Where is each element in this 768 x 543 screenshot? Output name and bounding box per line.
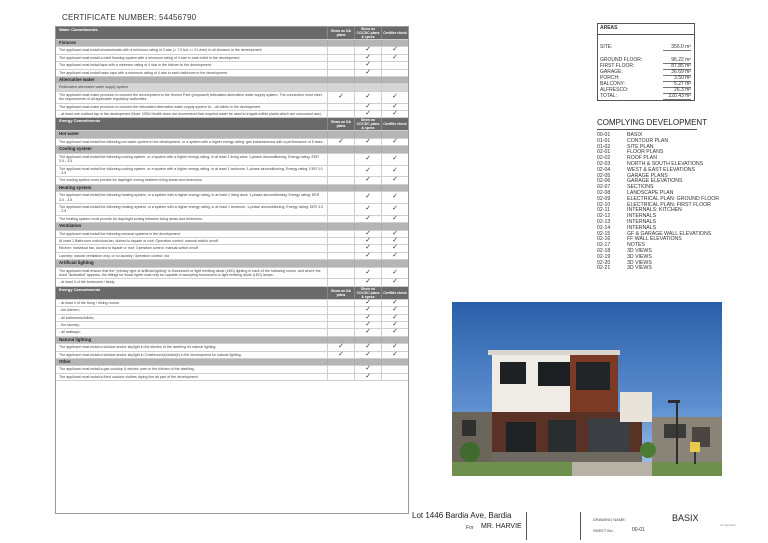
commitment-text: Energy Commitments [59, 286, 101, 292]
commitment-text: - all bathrooms/toilets; [59, 315, 95, 320]
check-cell [327, 300, 354, 306]
table-row [56, 62, 408, 69]
basix-commitments-table [55, 26, 409, 514]
check-cell: ✓ [354, 92, 381, 103]
check-cell: ✓ [354, 177, 381, 183]
check-cell [327, 62, 354, 68]
commitment-text: The cooling system must provide for day/night zoning between living areas and bedrooms. [59, 178, 203, 183]
check-cell [327, 216, 354, 222]
check-cell [327, 223, 354, 229]
commitment-text: Ventilation [59, 223, 82, 229]
commitment-text: - the laundry; [59, 323, 80, 328]
check-cell: ✓ [381, 139, 408, 145]
drawing-name-label: DRAWING NAME: [593, 517, 626, 522]
check-cell [327, 55, 354, 61]
check-cell: ✓ [381, 177, 408, 183]
table-section-row [56, 146, 408, 153]
check-cell: ✓ [381, 111, 408, 117]
area-label: FIRST FLOOR: [600, 63, 635, 69]
table-row [56, 366, 408, 373]
area-value: 5.27 m² [663, 81, 691, 88]
check-cell: ✓ [381, 154, 408, 165]
commitment-text: The applicant must make provision to connect the development to the Homes Park (proposed) reticulated alternative water supply system. The connection must meet the requirements of all applicable regulatory authorities. [59, 92, 322, 102]
drawing-code: 00-01 [597, 132, 611, 138]
areas-heading: AREAS [598, 24, 694, 35]
check-cell: ✓ [354, 307, 381, 313]
check-cell: ✓ [381, 204, 408, 215]
drawing-code: 02-04 [597, 166, 611, 173]
sheet-number: 00-01 [632, 527, 645, 533]
drawing-name: NORTH & SOUTH ELEVATIONS [627, 160, 704, 167]
table-row [56, 104, 408, 111]
commitment-text: Energy Commitments [59, 118, 101, 124]
drawing-code: 02-16 [597, 236, 611, 243]
check-cell [327, 185, 354, 191]
commitment-text: The applicant must install a window and/or skylight in 3 bathroom(s)/toilet(s) in the development for natural lighting. [59, 352, 242, 357]
drawing-code: 02-17 [597, 242, 611, 249]
table-row [56, 268, 408, 280]
area-label: GARAGE: [600, 69, 623, 75]
drawing-name: CONTOUR PLAN [627, 137, 669, 144]
check-cell [381, 84, 408, 90]
check-cell: ✓ [354, 300, 381, 306]
drawing-code: 02-20 [597, 259, 611, 266]
check-cell [327, 245, 354, 251]
area-value: 87.85 m² [663, 63, 691, 70]
check-cell [327, 315, 354, 321]
commitment-text: Artificial lighting [59, 260, 94, 266]
drawing-code: 01-02 [597, 143, 611, 150]
check-cell: ✓ [327, 352, 354, 358]
check-cell [327, 192, 354, 203]
check-cell [381, 77, 408, 83]
check-cell: ✓ [354, 47, 381, 53]
area-value: 220.43 m² [663, 93, 691, 100]
check-cell [327, 40, 354, 46]
column-header: Show on DA plans [327, 118, 354, 130]
check-cell: ✓ [381, 245, 408, 251]
drawing-name: ROOF PLAN [627, 155, 657, 162]
check-cell [354, 131, 381, 137]
drawing-code: 02-15 [597, 230, 611, 237]
drawing-name: 3D VIEWS [627, 253, 652, 260]
table-row [56, 166, 408, 178]
column-header: Certifier check [381, 27, 408, 39]
check-cell [327, 253, 354, 259]
check-cell [354, 77, 381, 83]
commitment-text: The applicant must install the following cooling system, or a system with a higher energy rating, in at least 1 bedroom: 1-phase airconditioning; Energy rating: EER 3.0 - 3.5 [59, 166, 323, 175]
table-row [56, 322, 408, 329]
column-header: Certifier check [381, 118, 408, 130]
table-section-row [56, 131, 408, 138]
lot-address: Lot 1446 Bardia Ave, Bardia [412, 511, 512, 520]
drawing-code: 02-03 [597, 160, 611, 167]
drawing-name: INTERNALS [627, 213, 657, 220]
drawing-name: SECTIONS [627, 184, 654, 191]
check-cell: ✓ [354, 62, 381, 68]
commitment-text: The applicant must install the following hot water system in the development, or a system with a higher energy rating: gas instantaneous with a performance of 5 stars. [59, 139, 324, 144]
check-cell: ✓ [354, 238, 381, 244]
area-value: 36.69 m² [663, 69, 691, 76]
table-row [56, 307, 408, 314]
title-block-divider [526, 512, 527, 540]
drawing-name: FLOOR PLANS [627, 149, 664, 156]
table-row [56, 84, 408, 91]
table-section-row [56, 260, 408, 267]
check-cell [327, 359, 354, 365]
check-cell [381, 146, 408, 152]
area-value: 3.50 m² [663, 75, 691, 82]
check-cell: ✓ [381, 329, 408, 335]
drawing-name: 3D VIEWS [627, 259, 652, 266]
check-cell: ✓ [381, 268, 408, 279]
check-cell [327, 70, 354, 76]
check-cell [381, 62, 408, 68]
commitment-text: The applicant must install the following exhaust systems in the development: [59, 231, 181, 236]
drawing-name: INTERNALS: KITCHEN [627, 207, 682, 214]
commitment-text: The applicant must install a gas cooktop & electric oven in the kitchen of the dwelling. [59, 367, 195, 372]
drawing-name: 3D VIEWS [627, 265, 652, 272]
check-cell [327, 366, 354, 372]
check-cell: ✓ [381, 352, 408, 358]
check-cell: ✓ [354, 374, 381, 380]
check-cell [327, 231, 354, 237]
check-cell [354, 223, 381, 229]
commitment-text: The applicant must install the following cooling system, or a system with a higher energy rating, in at least 1 living area: 1-phase airconditioning; Energy rating: EER 3.0 - 3.5 [59, 154, 319, 164]
drawing-name: GARAGE PLANS [627, 172, 668, 179]
drawing-name: GARAGE ELEVATIONS [627, 178, 683, 185]
house-render-image [452, 302, 722, 476]
check-cell: ✓ [381, 238, 408, 244]
small-note: cert approved [720, 524, 736, 527]
check-cell: ✓ [354, 104, 381, 110]
drawing-code: 02-18 [597, 247, 611, 254]
drawing-name: WEST & EAST ELEVATIONS [627, 166, 695, 173]
check-cell: ✓ [354, 216, 381, 222]
check-cell [327, 154, 354, 165]
check-cell: ✓ [327, 139, 354, 145]
drawing-name: LANDSCAPE PLAN [627, 189, 674, 196]
drawing-code: 02-05 [597, 172, 611, 179]
area-row [600, 93, 691, 100]
table-row [56, 253, 408, 260]
drawing-code: 02-14 [597, 224, 611, 231]
drawing-code: 02-10 [597, 201, 611, 208]
table-row [56, 139, 408, 146]
drawing-list-item [597, 266, 719, 272]
check-cell: ✓ [381, 322, 408, 328]
table-row [56, 344, 408, 351]
commitment-text: Kitchen: individual fan, ducted to façade or roof; Operation control: manual switch on/off [59, 246, 199, 251]
check-cell [381, 374, 408, 380]
table-row [56, 70, 408, 77]
sheet-number-label: SHEET No: [593, 528, 614, 533]
table-section-row [56, 223, 408, 230]
commitment-text: The applicant must install a toilet flushing system with a minimum rating of 4 star in each toilet in the development. [59, 55, 241, 60]
complying-development-title: COMPLYING DEVELOPMENT [597, 118, 708, 127]
check-cell: ✓ [354, 279, 381, 285]
check-cell: ✓ [381, 231, 408, 237]
check-cell: ✓ [354, 315, 381, 321]
check-cell: ✓ [381, 166, 408, 177]
table-row [56, 231, 408, 238]
commitment-text: At least 1 Bathroom: individual fan, ducted to façade or roof; Operation control: manual switch on/off [59, 238, 218, 243]
commitment-text: The applicant must install showerheads with a minimum rating of 3 star (> 7.5 but <= 9 L/min) in all showers in the development. [59, 48, 263, 53]
drawing-name: INTERNALS [627, 218, 657, 225]
check-cell: ✓ [381, 307, 408, 313]
title-block-divider [580, 512, 581, 540]
commitment-text: - at least 4 of the living / dining rooms; [59, 300, 120, 305]
check-cell: ✓ [354, 245, 381, 251]
check-cell: ✓ [354, 366, 381, 372]
commitment-text: The heating system must provide for day/night zoning between living areas and bedrooms. [59, 216, 204, 221]
column-header: Show on DA plans [327, 27, 354, 39]
drawing-code: 02-07 [597, 184, 611, 191]
area-value: 96.22 m² [663, 57, 691, 64]
column-header: Show on CC/CDC plans & specs [354, 27, 381, 39]
check-cell [381, 223, 408, 229]
commitment-text: Laundry: natural ventilation only, or no laundry; Operation control: n/a [59, 253, 170, 258]
table-row [56, 329, 408, 336]
check-cell [327, 268, 354, 279]
area-row [600, 44, 691, 51]
check-cell [381, 131, 408, 137]
check-cell: ✓ [354, 166, 381, 177]
table-row [56, 279, 408, 286]
check-cell: ✓ [381, 279, 408, 285]
drawing-code: 02-13 [597, 218, 611, 225]
column-header: Show on CC/CDC plans & specs [354, 118, 381, 130]
commitment-text: The applicant must install a fixed outdoor clothes drying line as part of the development. [59, 374, 199, 379]
area-label: PORCH: [600, 75, 620, 81]
commitment-text: - the kitchen; [59, 308, 80, 313]
drawing-name: BASIX [627, 132, 643, 138]
drawing-name: 3D VIEWS [627, 247, 652, 254]
drawing-code: 02-06 [597, 178, 611, 185]
check-cell: ✓ [354, 139, 381, 145]
check-cell: ✓ [381, 344, 408, 350]
for-label: For [466, 525, 474, 531]
table-section-row [56, 40, 408, 47]
check-cell [327, 104, 354, 110]
drawing-code: 02-11 [597, 207, 610, 214]
certificate-number: CERTIFICATE NUMBER: 54456790 [62, 13, 197, 22]
check-cell: ✓ [354, 253, 381, 259]
check-cell [327, 260, 354, 266]
column-header: Show on CC/CDC plans & specs [354, 287, 381, 299]
check-cell [327, 84, 354, 90]
table-row [56, 315, 408, 322]
commitment-text: Fixtures [59, 40, 77, 45]
check-cell: ✓ [354, 329, 381, 335]
commitment-text: Hot water [59, 131, 80, 137]
table-section-row [56, 359, 408, 366]
check-cell: ✓ [354, 55, 381, 61]
check-cell: ✓ [381, 47, 408, 53]
commitment-text: The applicant must install a window and/or skylight in the kitchen of the dwelling for natural lighting. [59, 345, 217, 350]
commitment-text: - all hallways; [59, 330, 81, 335]
commitment-text: The applicant must install the following heating system, or a system with a higher energy rating, in at least 1 bedroom: 1-phase airconditioning; Energy rating: EER 3.0 - 3.5 [59, 204, 324, 214]
drawing-name: ELECTRICAL PLAN: FIRST FLOOR [627, 201, 711, 208]
check-cell [327, 77, 354, 83]
check-cell: ✓ [354, 70, 381, 76]
commitment-text: - at least one outdoor tap in the development (Note: NSW Health does not recommend that recycled water be used to irrigate edible plants which are consumed raw.) [59, 112, 322, 117]
table-row [56, 92, 408, 104]
commitment-text: Water Commitments [59, 27, 98, 32]
drawing-list [597, 133, 719, 272]
client-name: MR. HARVIE [481, 523, 522, 530]
check-cell [327, 329, 354, 335]
column-header: Show on DA plans [327, 287, 354, 299]
commitment-text: The applicant must ensure that the "primary type of artificial lighting" is fluorescent or light emitting diode (LED) lighting in each of the following rooms, and where the word "dedicated" appears, the fittings for those lights must only be capable of accepting fluorescent or light emitting diode (LED) lamps: [59, 268, 321, 277]
table-row [56, 300, 408, 307]
drawing-name: BASIX [672, 513, 699, 523]
drawing-name: NOTES [627, 242, 645, 249]
check-cell: ✓ [354, 204, 381, 215]
check-cell [381, 70, 408, 76]
check-cell [327, 279, 354, 285]
drawing-code: 02-21 [597, 265, 611, 272]
check-cell: ✓ [327, 344, 354, 350]
drawing-code: 02-09 [597, 195, 611, 202]
table-header-row [56, 287, 408, 300]
drawing-code: 01-01 [597, 137, 611, 144]
check-cell [327, 131, 354, 137]
commitment-text: The applicant must install taps with a minimum rating of 4 star in the kitchen in the development. [59, 63, 212, 68]
commitment-text: The applicant must make provision to connect the reticulated alternative water supply system to: - all toilets in the development [59, 104, 261, 109]
area-label: SITE: [600, 44, 613, 50]
commitment-text: Reticulated alternative water supply system [59, 85, 129, 90]
commitment-text: Natural lighting [59, 336, 92, 342]
drawing-name: ELECTRICAL PLAN: GROUND FLOOR [627, 195, 720, 202]
check-cell: ✓ [354, 352, 381, 358]
check-cell: ✓ [381, 192, 408, 203]
drawing-code: 02-12 [597, 213, 611, 220]
check-cell: ✓ [381, 300, 408, 306]
commitment-text: Alternative water [59, 77, 95, 83]
area-value: 356.0 m² [663, 44, 691, 51]
table-section-row [56, 337, 408, 344]
area-label: BALCONY: [600, 81, 626, 87]
check-cell [354, 260, 381, 266]
area-label: ALFRESCO: [600, 87, 629, 93]
check-cell [327, 322, 354, 328]
drawing-name: GF & GARAGE WALL ELEVATIONS [627, 230, 712, 237]
check-cell [327, 177, 354, 183]
table-row [56, 245, 408, 252]
areas-box [597, 23, 695, 101]
table-row [56, 177, 408, 184]
drawing-code: 02-19 [597, 253, 611, 260]
check-cell: ✓ [381, 253, 408, 259]
check-cell [354, 84, 381, 90]
check-cell: ✓ [327, 92, 354, 103]
check-cell [327, 204, 354, 215]
check-cell: ✓ [354, 111, 381, 117]
check-cell [381, 359, 408, 365]
check-cell: ✓ [354, 154, 381, 165]
table-row [56, 154, 408, 166]
commitment-text: The applicant must install the following heating system, or a system with a higher energy rating, in at least 1 living area: 1-phase airconditioning; Energy rating: EER 3.0 - 3.5 [59, 193, 320, 202]
check-cell: ✓ [381, 104, 408, 110]
table-header-row [56, 118, 408, 131]
check-cell [381, 366, 408, 372]
area-label: TOTAL: [600, 93, 618, 99]
check-cell [327, 111, 354, 117]
table-row [56, 47, 408, 54]
drawing-name: FF WALL ELEVATIONS [627, 236, 682, 243]
check-cell [381, 260, 408, 266]
check-cell [354, 146, 381, 152]
drawing-code: 02-02 [597, 155, 611, 162]
check-cell [327, 307, 354, 313]
commitment-text: Cooling system [59, 146, 92, 152]
table-row [56, 55, 408, 62]
commitment-text: Other [59, 359, 71, 365]
check-cell: ✓ [354, 344, 381, 350]
table-row [56, 192, 408, 204]
check-cell [327, 374, 354, 380]
table-header-row [56, 27, 408, 40]
drawing-code: 02-08 [597, 189, 611, 196]
commitment-text: - at least 4 of the bedrooms / study; [59, 280, 116, 285]
table-row [56, 111, 408, 118]
check-cell: ✓ [354, 322, 381, 328]
check-cell: ✓ [354, 268, 381, 279]
drawing-name: INTERNALS [627, 224, 657, 231]
check-cell: ✓ [381, 315, 408, 321]
check-cell [327, 238, 354, 244]
check-cell [327, 166, 354, 177]
check-cell: ✓ [381, 92, 408, 103]
commitment-text: The applicant must install basin taps with a minimum rating of 4 star in each bathroom in the development. [59, 70, 228, 75]
check-cell [327, 146, 354, 152]
table-section-row [56, 185, 408, 192]
check-cell [354, 185, 381, 191]
area-label: GROUND FLOOR: [600, 57, 643, 63]
column-header: Certifier check [381, 287, 408, 299]
check-cell [327, 47, 354, 53]
table-row [56, 374, 408, 381]
table-row [56, 238, 408, 245]
check-cell: ✓ [354, 231, 381, 237]
area-value: 26.3 m² [663, 87, 691, 94]
check-cell: ✓ [381, 216, 408, 222]
table-row [56, 352, 408, 359]
check-cell: ✓ [354, 192, 381, 203]
table-section-row [56, 77, 408, 84]
table-row [56, 204, 408, 216]
divider [597, 129, 697, 130]
check-cell [381, 185, 408, 191]
check-cell: ✓ [381, 55, 408, 61]
drawing-name: SITE PLAN [627, 143, 654, 150]
table-row [56, 216, 408, 223]
commitment-text: Heating system [59, 184, 92, 190]
drawing-code: 02-01 [597, 149, 611, 156]
